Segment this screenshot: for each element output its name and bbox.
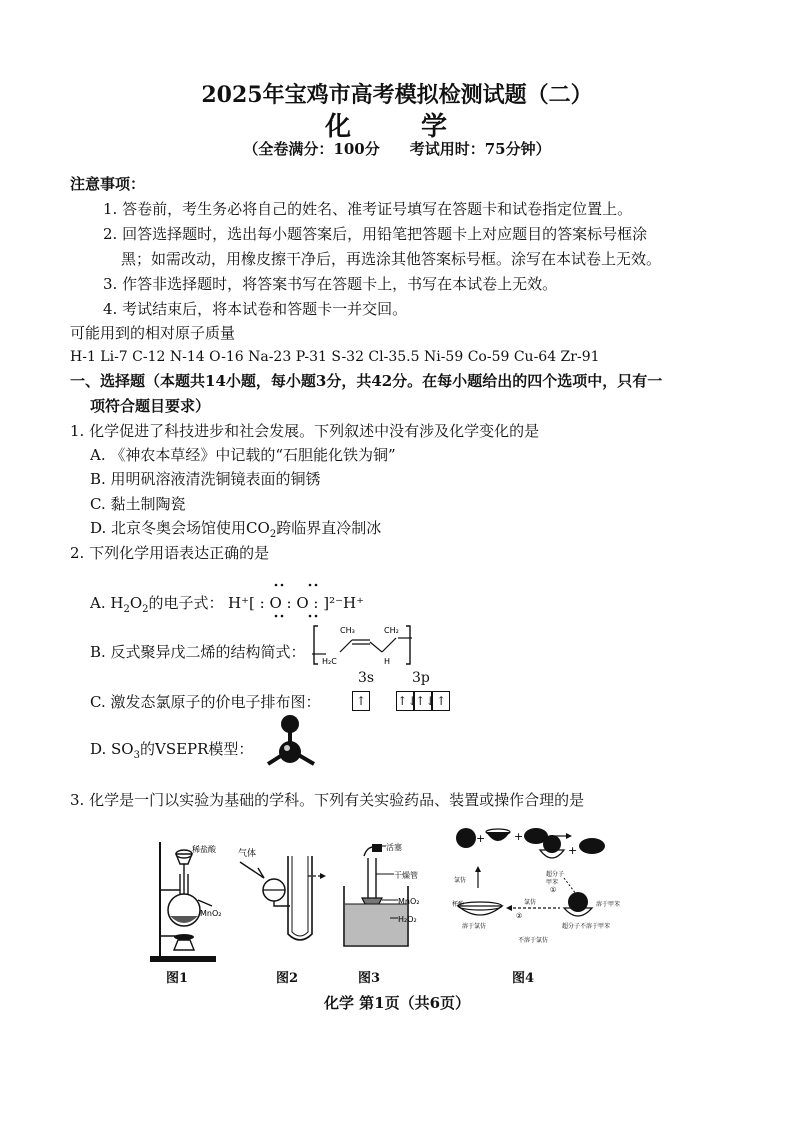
orbital-3p-box-3: ↑: [432, 691, 450, 711]
q1-option-c: C. 黏土制陶瓷: [90, 495, 186, 513]
svg-text:+: +: [476, 832, 486, 845]
atomic-heading: 可能用到的相对原子质量: [70, 324, 236, 342]
q1-option-a: A. 《神农本草经》中记载的“石胆能化铁为铜”: [90, 446, 396, 464]
fig2-gas-label: 气体: [238, 849, 257, 859]
section1-line2: 项符合题目要求）: [90, 397, 211, 415]
q1-stem: 1. 化学促进了科技进步和社会发展。下列叙述中没有涉及化学变化的是: [70, 422, 540, 440]
fig3-tube-label: 干燥管: [394, 871, 418, 880]
q2-option-b: B. 反式聚异戊二烯的结构简式：: [90, 643, 306, 661]
q2-stem: 2. 下列化学用语表达正确的是: [70, 544, 270, 562]
fig4-text-chloroform-2: 氯仿: [524, 899, 537, 906]
notice-item-2-cont: 黑；如需改动，用橡皮擦干净后，再选涂其他答案标号框。涂写在本试卷上无效。: [121, 250, 662, 268]
notice-item-2: 2. 回答选择题时，选出每小题答案后，用铅笔把答题卡上对应题目的答案标号框涂: [103, 225, 648, 243]
fig4-text-supra-insoluble: 超分子不溶于甲苯: [562, 923, 611, 930]
notice-item-4: 4. 考试结束后，将本试卷和答题卡一并交回。: [103, 300, 408, 318]
q1-option-d: D. 北京冬奥会场馆使用$CO_2$跨临界直冷制冰: [90, 519, 382, 540]
fig3-plug-label: 活塞: [386, 843, 402, 852]
orbital-3s-label: 3s: [358, 670, 375, 686]
trans-polyisoprene-structure: [312, 622, 412, 668]
fig4-text-dissolve-chloroform: 溶于氯仿: [462, 923, 487, 930]
notice-item-3: 3. 作答非选择题时，将答案书写在答题卡上，书写在本试卷上无效。: [103, 275, 558, 293]
h2c-label: H₂C: [322, 657, 337, 666]
ch3-label: CH₃: [340, 626, 355, 635]
fig3-h2o2-label: H₂O₂: [398, 915, 417, 924]
q2-option-c: C. 激发态氯原子的价电子排布图：: [90, 693, 321, 711]
exam-meta: （全卷满分：100分 考试用时：75分钟）: [243, 140, 551, 158]
h2o2-electron-formula: H⁺[ : O : O : ]²⁻H⁺: [228, 594, 364, 612]
subject-title: 化 学: [324, 112, 469, 142]
orbital-diagram: [352, 690, 452, 711]
q2-option-d: D. $SO_3$的VSEPR模型：: [90, 740, 254, 761]
fig3-mno2-label: MnO₂: [398, 897, 420, 906]
fig4-text-supramolecule: 超分子: [546, 871, 565, 878]
h-label: H: [384, 657, 391, 666]
orbital-3p-box-2: ↑↓: [414, 691, 432, 711]
lone-pair-dots-top: [270, 578, 330, 592]
figure-1-label: 图1: [166, 971, 189, 986]
svg-text:+: +: [514, 830, 524, 843]
q3-stem: 3. 化学是一门以实验为基础的学科。下列有关实验药品、装置或操作合理的是: [70, 791, 585, 809]
exam-title: 2025年宝鸡市高考模拟检测试题（二）: [201, 82, 593, 108]
lone-pair-dots-bottom: [270, 611, 330, 621]
fig4-step-1: ①: [550, 886, 557, 894]
figure-2-apparatus: [236, 846, 326, 946]
figure-1-apparatus: [148, 840, 228, 965]
orbital-3p-box-1: ↑↓: [396, 691, 414, 711]
fig4-text-chloroform-1: 氯仿: [454, 877, 467, 884]
so3-vsepr-model: [254, 714, 334, 784]
orbital-3p-label: 3p: [412, 670, 430, 686]
fig1-reagent-hcl: 稀盐酸: [192, 845, 216, 854]
svg-text:+: +: [568, 844, 578, 857]
figure-4-diagram: [452, 824, 642, 958]
fig4-step-2: ②: [516, 912, 523, 920]
figure-4-label: 图4: [512, 971, 535, 986]
q2-option-a: A. $H_2O_2$的电子式：: [90, 594, 224, 615]
fig4-text-dissolve-toluene: 溶于甲苯: [596, 901, 621, 908]
q1-option-b: B. 用明矾溶液清洗铜镜表面的铜锈: [90, 470, 321, 488]
fig4-text-insoluble-chloroform: 不溶于氯仿: [518, 937, 549, 944]
orbital-3s-box: ↑: [352, 691, 370, 711]
notice-item-1: 1. 答卷前，考生务必将自己的姓名、准考证号填写在答题卡和试卷指定位置上。: [103, 200, 633, 218]
ch2-label: CH₂: [384, 626, 399, 635]
notice-heading: 注意事项：: [70, 175, 146, 193]
page-footer: 化学 第1页（共6页）: [323, 994, 471, 1012]
atomic-values: H-1 Li-7 C-12 N-14 O-16 Na-23 P-31 S-32 Cl-35.5 Ni-59 Co-59 Cu-64 Zr-91: [70, 349, 600, 365]
section1-line1: 一、选择题（本题共14小题，每小题3分，共42分。在每小题给出的四个选项中，只有一: [70, 372, 663, 390]
figure-3-apparatus: [334, 838, 444, 960]
fig4-text-calixarene: 杯酚: [452, 901, 465, 908]
figure-2-label: 图2: [276, 971, 299, 986]
figure-3-label: 图3: [358, 971, 381, 986]
fig4-text-toluene: 甲苯: [546, 879, 559, 886]
fig1-reagent-mno2: MnO₂: [200, 909, 222, 918]
